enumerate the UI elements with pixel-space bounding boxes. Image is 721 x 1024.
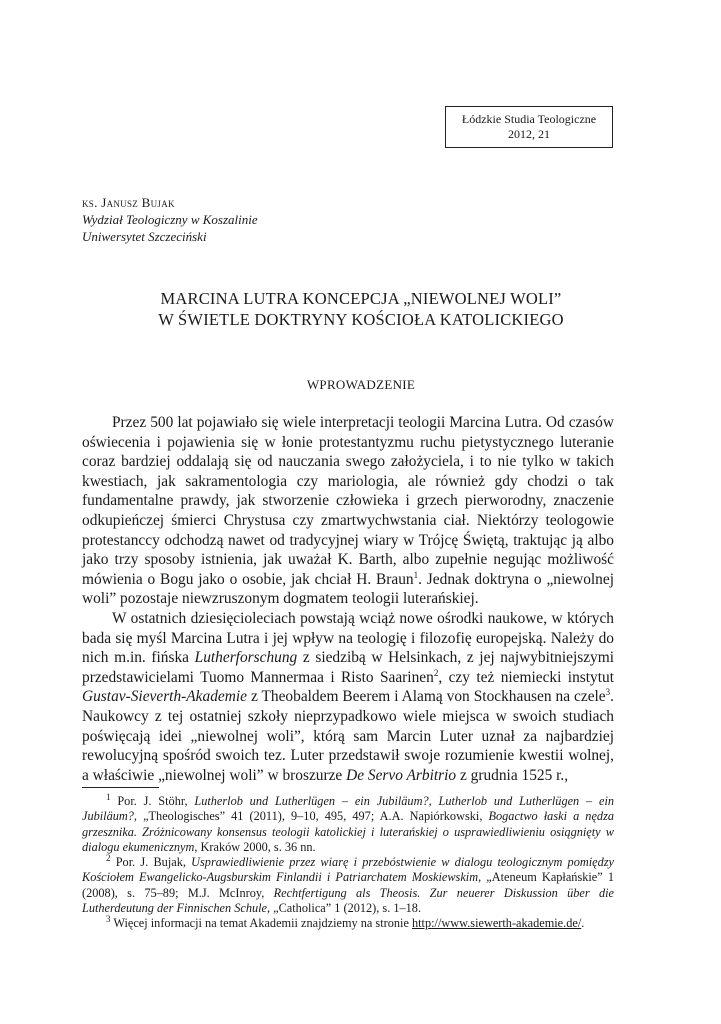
footnote-ref-1[interactable]: 1 (413, 569, 419, 580)
journal-issue: 2012, 21 (508, 127, 550, 141)
footnote-3 (82, 916, 614, 931)
akademie-website-link[interactable]: http://www.siewerth-akademie.de/ (411, 916, 582, 931)
author-name: ks. Janusz Bujak (82, 195, 175, 210)
footnote-2-italic-a: Usprawiedliwienie przez wiarę i przebóstwienie w dialogu teologicznym pomiędzy Kościołem Ewangelicko-Augsburskim Finlandii i Patriarchatem Moskiewskim (82, 855, 614, 885)
paragraph-2-text-b: z siedzibą w Helsinkach, z jej najwybitniejszymi przedstawicielami Tuomo Mannermaa i Risto Saarinen (82, 649, 615, 686)
footnote-2-text-c: , „Catholica” 1 (2012), s. 1–18. (267, 901, 422, 916)
paragraph-2 (82, 609, 614, 785)
paragraph-2-text-d: z Theobaldem Beerem i Alamą von Stockhausen na czele (246, 688, 606, 706)
author-affiliation-university: Uniwersytet Szczeciński (82, 229, 207, 244)
author-affiliation-faculty: Wydział Teologiczny w Koszalinie (82, 212, 258, 227)
footnote-2-text-a: Por. J. Bujak, (115, 855, 192, 870)
paragraph-2-italic-b: Gustav-Sieverth-Akademie (82, 688, 247, 706)
footnote-3-number: 3 (106, 914, 111, 925)
footnote-ref-3[interactable]: 3 (605, 687, 611, 698)
section-heading: WPROWADZENIE (306, 377, 416, 392)
footnote-3-text-b: . (581, 916, 585, 931)
paragraph-2-text-f: z grudnia 1525 r., (456, 766, 569, 784)
paragraph-2-text-c: , czy też niemiecki instytut (438, 668, 614, 686)
paragraph-2-italic-a: Lutherforschung (194, 649, 298, 667)
footnote-ref-2[interactable]: 2 (433, 667, 439, 678)
footnote-1 (82, 791, 615, 855)
journal-info-box (445, 106, 613, 148)
footnote-separator (82, 787, 159, 788)
footnote-1-italic-b: Bogactwo łaski a nędza grzesznika. Zróżnicowany konsensus teologii katolickiej i luterańskiej o usprawiedliwieniu osiągnięty w dialogu ekumenicznym (82, 809, 614, 854)
article-title-line1: MARCINA LUTRA KONCEPCJA „NIEWOLNEJ WOLI” (160, 289, 562, 308)
paragraph-2-text-a: W ostatnich dziesięcioleciach powstają wciąż nowe ośrodki naukowe, w których bada się myśl Marcina Lutra i jej wpływ na teologię i filozofię europejską. Należy do nich m.in. fińska (82, 609, 614, 667)
paragraph-2-text-e: . Naukowcy z tej ostatniej szkoły nieprzypadkowo wiele miejsca w swoich studiach poświęcają idei „niewolnej woli”, którą sam Marcin Luter uznał za najbardziej rewolucyjną spośród swoich tez. Luter przedstawił swoje rozumienie kwestii wolnej, a właściwie „niewolnej woli” w broszurze (82, 688, 614, 784)
body-text (82, 413, 614, 785)
paragraph-1 (82, 413, 614, 609)
footnote-2 (82, 855, 614, 916)
author-block (82, 194, 258, 245)
footnote-1-text-b: , „Theologisches” 41 (2011), 9–10, 495, 497; A.A. Napiórkowski, (133, 809, 489, 824)
footnote-3-text-a: Więcej informacji na temat Akademii znajdziemy na stronie (113, 916, 412, 931)
footnote-1-number: 1 (106, 791, 111, 802)
article-title-line2: W ŚWIETLE DOKTRYNY KOŚCIOŁA KATOLICKIEGO (158, 310, 564, 329)
paragraph-1-text-b: . Jednak doktryna o „niewolnej woli” pozostaje niewzruszonym dogmatem teologii luterańskiej. (82, 570, 614, 608)
footnotes (82, 791, 615, 932)
footnote-1-text-a: Por. J. Stöhr, (117, 794, 195, 808)
article-title (82, 288, 640, 330)
journal-name: Łódzkie Studia Teologiczne (461, 112, 597, 126)
footnote-1-italic-a: Lutherlob und Lutherlügen – ein Jubiläum?, Lutherlob und Lutherlügen – ein Jubiläum? (82, 794, 615, 824)
footnote-1-text-c: , Kraków 2000, s. 36 nn. (194, 839, 316, 854)
paragraph-1-text-a: Przez 500 lat pojawiało się wiele interpretacji teologii Marcina Lutra. Od czasów oświecenia i pojawienia się w łonie protestantyzmu ruchu pietystycznego luteranie coraz bardziej oddalają się od nauczania swego założyciela, i to nie tylko w takich kwestiach, jak sakramentologia czy mariologia, ale również gdy chodzi o tak fundamentalne prawdy, jak stworzenie człowieka i grzech pierworodny, znaczenie odkupieńczej śmierci Chrystusa czy zmartwychwstania ciał. Niektórzy teologowie protestanccy odchodzą nawet od tradycyjnej wiary w Trójcę Świętą, traktując ją albo jako trzy sposoby istnienia, jak uważał K. Barth, albo zupełnie negując możliwość mówienia o Bogu jako o osobie, jak chciał H. Braun (82, 414, 614, 588)
footnote-2-italic-b: Rechtfertigung als Theosis. Zur neuerer Diskussion über die Lutherdeutung der Finnischen Schule (82, 885, 615, 916)
footnote-2-number: 2 (106, 853, 111, 864)
paragraph-2-italic-c: De Servo Arbitrio (346, 766, 457, 784)
footnote-2-text-b: , „Ateneum Kapłańskie” 1 (2008), s. 75–89; M.J. McInroy, (82, 870, 614, 900)
